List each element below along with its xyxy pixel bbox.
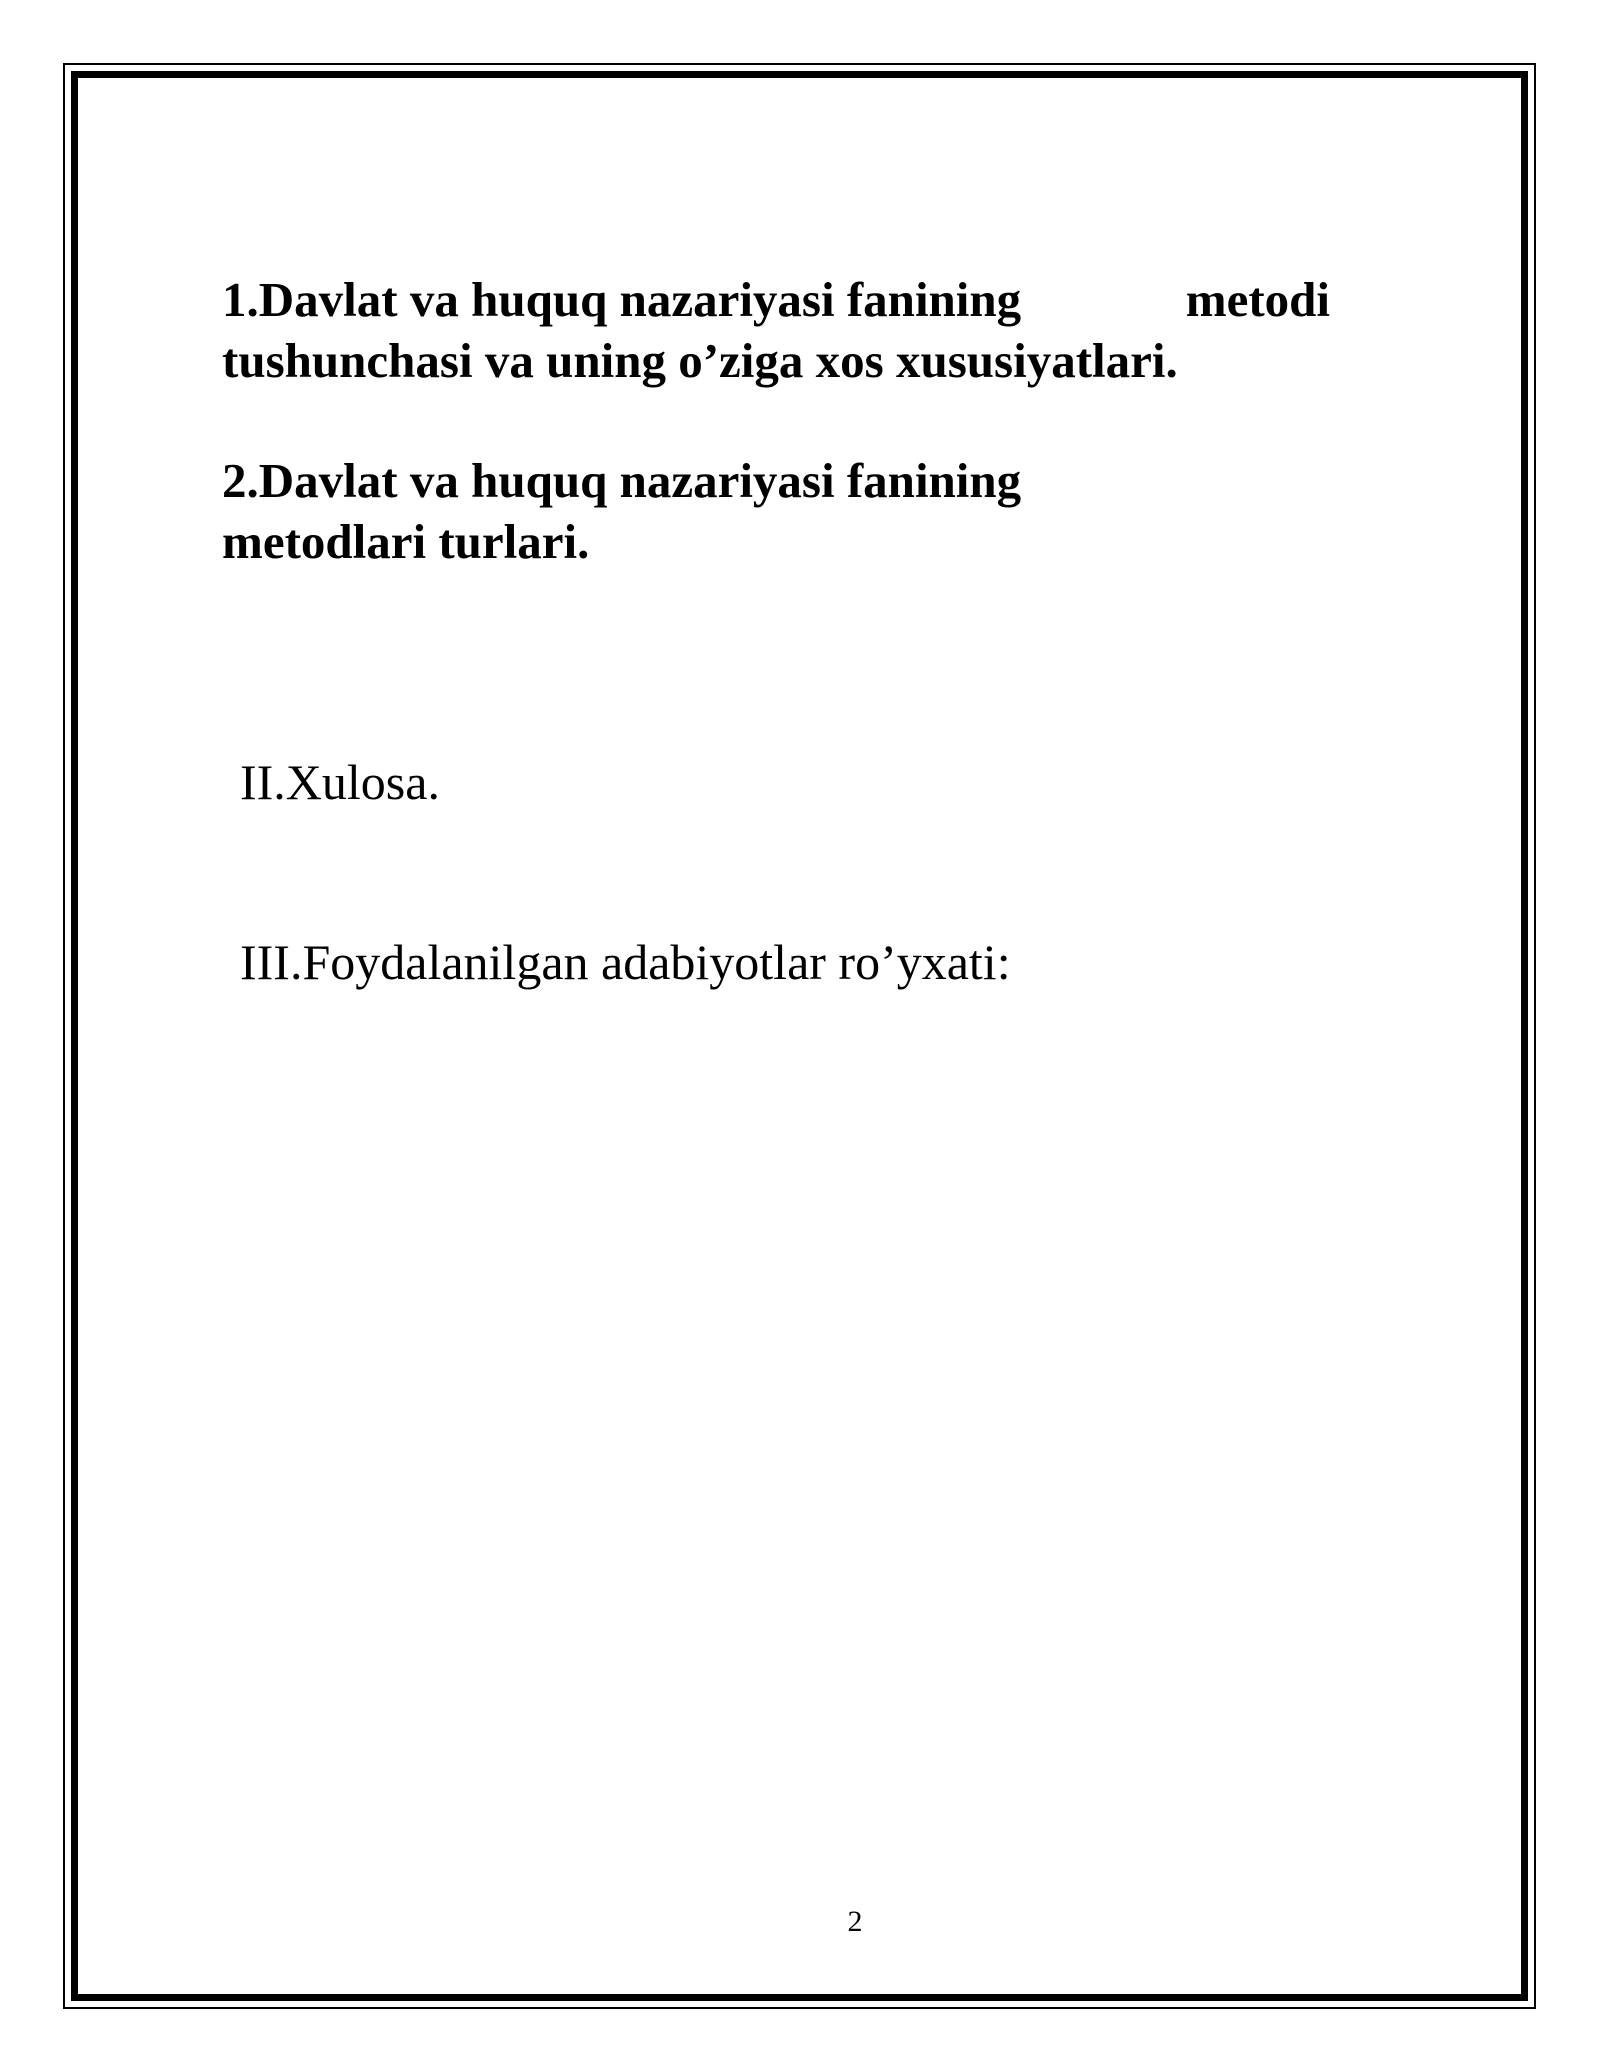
item-1-heading-text: 1.Davlat va huquq nazariyasi fanining bbox=[222, 272, 1022, 327]
item-1-heading-text-right: metodi bbox=[1185, 272, 1330, 327]
item-2-heading-line-1: 2.Davlat va huquq nazariyasi fanining bbox=[222, 453, 1022, 508]
item-1-heading-line-2: tushunchasi va uning o’ziga xos xususiyatlari. bbox=[222, 333, 1178, 388]
item-2-heading-line-2: metodlari turlari. bbox=[222, 514, 590, 569]
item-1-heading-line-1 bbox=[222, 270, 1330, 330]
conclusion-heading: II.Xulosa. bbox=[240, 754, 440, 810]
page-number: 2 bbox=[847, 1905, 863, 1938]
references-heading: III.Foydalanilgan adabiyotlar ro’yxati: bbox=[240, 934, 1011, 990]
